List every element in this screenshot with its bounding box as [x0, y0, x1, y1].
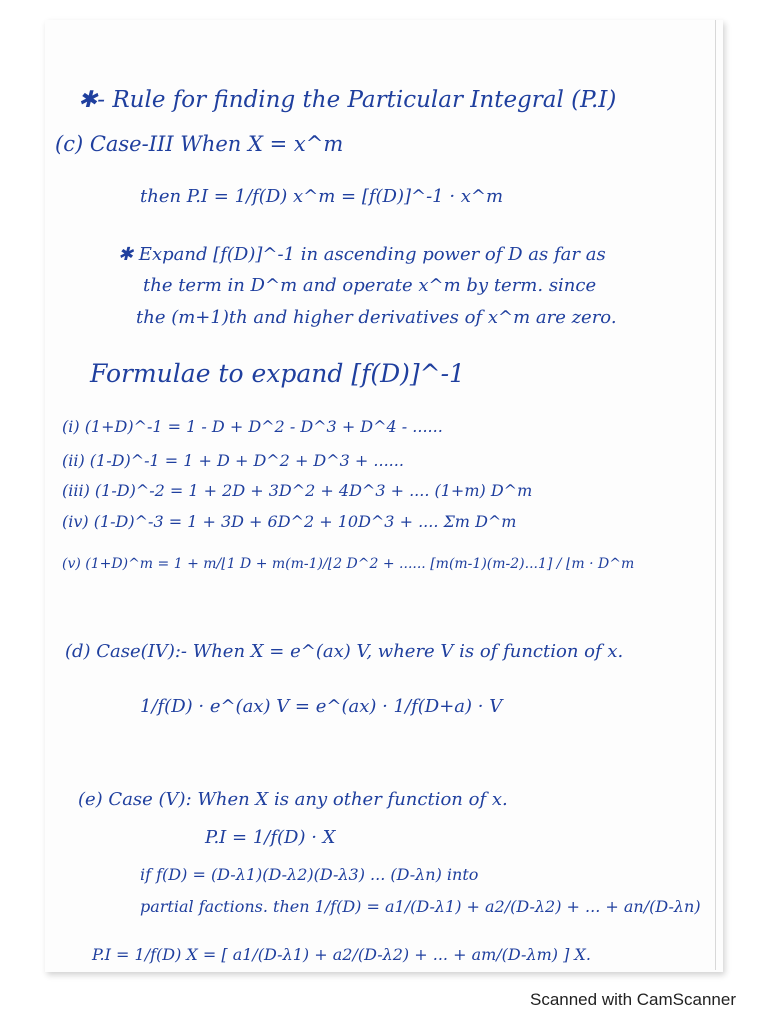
page-title: ✱- Rule for finding the Particular Integral (P.I): [78, 87, 617, 113]
case5-line-3: P.I = 1/f(D) X = [ a1/(D-λ1) + a2/(D-λ2) + ... + am/(D-λm) ] X.: [92, 945, 591, 964]
formula-item-2: (ii) (1-D)^-1 = 1 + D + D^2 + D^3 + ......: [62, 451, 404, 470]
formula-item-5: (v) (1+D)^m = 1 + m/⌊1 D + m(m-1)/⌊2 D^2 + ...... [m(m-1)(m-2)...1] / ⌊m · D^m: [62, 556, 635, 572]
case3-note-line-1: ✱ Expand [f(D)]^-1 in ascending power of D as far as: [118, 244, 606, 265]
case4-heading: (d) Case(IV):- When X = e^(ax) V, where V is of function of x.: [65, 641, 624, 662]
case5-heading: (e) Case (V): When X is any other function of x.: [78, 789, 508, 810]
case3-note-line-2: the term in D^m and operate x^m by term. since: [143, 275, 597, 296]
scanner-watermark: Scanned with CamScanner: [529, 990, 736, 1009]
case5-pi-formula: P.I = 1/f(D) · X: [205, 827, 336, 848]
case3-note-line-3: the (m+1)th and higher derivatives of x^m are zero.: [136, 307, 617, 328]
case5-line-2: partial factions. then 1/f(D) = a1/(D-λ1) + a2/(D-λ2) + ... + an/(D-λn): [140, 897, 701, 916]
formula-item-4: (iv) (1-D)^-3 = 1 + 3D + 6D^2 + 10D^3 + .... Σm D^m: [62, 512, 517, 531]
formula-item-3: (iii) (1-D)^-2 = 1 + 2D + 3D^2 + 4D^3 + .... (1+m) D^m: [62, 481, 533, 500]
case3-pi-formula: then P.I = 1/f(D) x^m = [f(D)]^-1 · x^m: [140, 186, 504, 207]
case4-formula: 1/f(D) · e^(ax) V = e^(ax) · 1/f(D+a) · V: [140, 696, 503, 717]
formulae-heading: Formulae to expand [f(D)]^-1: [90, 359, 465, 388]
case5-line-1: if f(D) = (D-λ1)(D-λ2)(D-λ3) ... (D-λn) into: [140, 865, 479, 884]
case3-heading: (c) Case-III When X = x^m: [55, 132, 344, 156]
formula-item-1: (i) (1+D)^-1 = 1 - D + D^2 - D^3 + D^4 - ......: [62, 417, 443, 436]
margin-line: [715, 20, 716, 970]
